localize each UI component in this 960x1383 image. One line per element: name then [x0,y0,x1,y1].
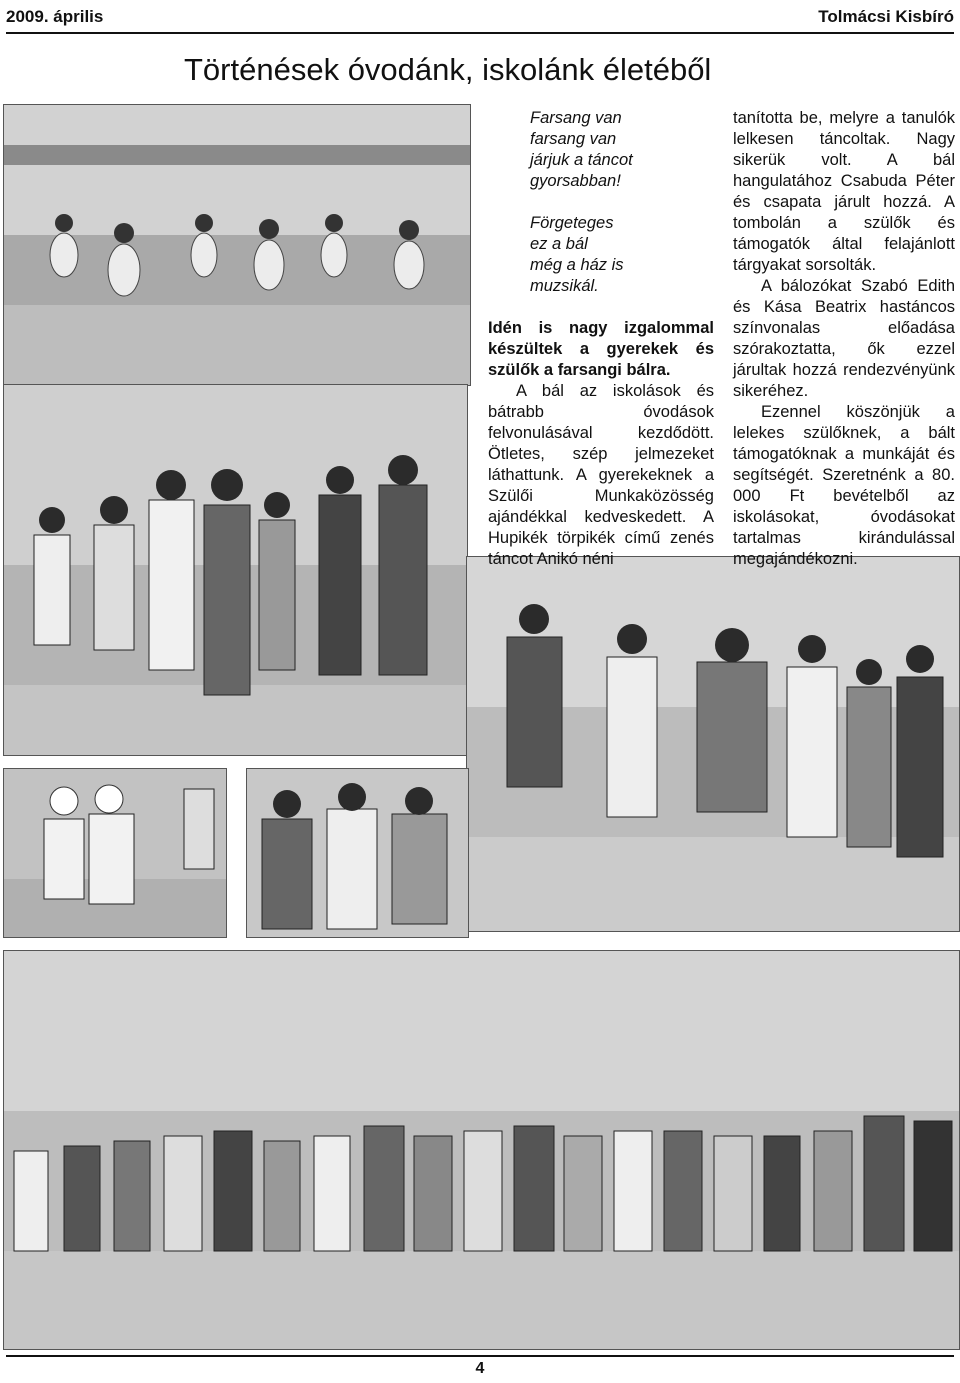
photo-group-lineup [3,950,960,1350]
poem-line: járjuk a táncot [530,151,633,169]
poem-line: ez a bál [530,235,588,253]
photo-dance-hall [3,104,471,386]
photo-chair-scene [3,768,227,938]
poem-line: Förgeteges [530,214,614,232]
poem-line: gyorsabban! [530,172,621,190]
page-number: 4 [475,1360,485,1377]
photo-performance [466,556,960,932]
page-header [6,4,954,30]
poem-line: Farsang van [530,109,622,127]
article-column-1 [488,318,714,570]
issue-date: 2009. április [6,7,104,26]
poem-line: farsang van [530,130,617,148]
photo-costumed-trio [246,768,469,938]
header-rule [6,32,954,34]
body-paragraph: A bál az iskolások és bátrabb óvodások felvonulásával kezdődött. Ötletes, szép jelmezeket láthattunk. A gyerekeknek a Szülői Munkaközösség ajándékkal kedveskedett. A Hupikék törpikék című zenés táncot Anikó néni [488,382,714,568]
article-column-2 [733,108,955,570]
footer-rule [6,1355,954,1357]
poem [530,108,690,297]
lead-paragraph: Idén is nagy izgalommal készültek a gyerekek és szülők a farsangi bálra. [488,319,714,379]
body-paragraph: Ezennel köszönjük a lelekes szülőknek, a bált támogatóknak a munkáját és segítségét. Szeretnénk a 80. 000 Ft bevételből az iskolásokat, óvodásokat tartalmas kirándulással megajándékozni. [733,403,955,568]
photo-costume-parade [3,384,468,756]
body-paragraph: tanította be, melyre a tanulók lelkesen táncoltak. Nagy sikerük volt. A bál hangulatához Csabuda Péter és csapata járult hozzá. A tombolán a szülők és támogatók által felajánlott tárgyakat sorsolták. [733,109,955,274]
article-title: Történések óvodánk, iskolánk életéből [184,52,712,87]
poem-line: még a ház is [530,256,624,274]
publication-name: Tolmácsi Kisbíró [818,7,954,26]
body-paragraph: A bálozókat Szabó Edith és Kása Beatrix hastáncos színvonalas előadása szórakoztatta, ők ezzel járultak hozzá rendezvényünk sikeréhez. [733,277,955,400]
poem-line: muzsikál. [530,277,599,295]
